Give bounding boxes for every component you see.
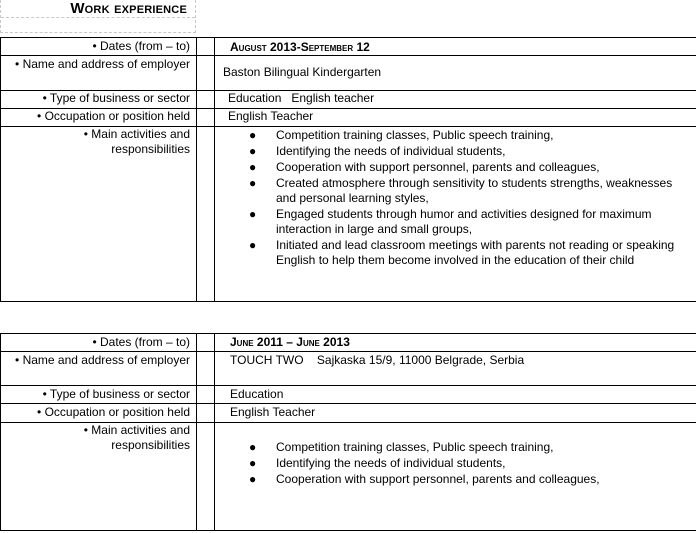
business-label: • Type of business or sector [42,91,190,105]
job-entry-1 [0,37,696,302]
bullet-icon: ● [249,128,257,142]
employer-label: • Name and address of employer [15,353,190,367]
title-divider [1,17,195,18]
employer-label: • Name and address of employer [15,57,190,71]
occupation-label: • Occupation or position held [37,109,190,123]
list-item: ● Engaged students through humor and activities designed for maximum interaction in large and small groups, [249,207,652,236]
occupation-label: • Occupation or position held [37,405,190,419]
bullet-icon: ● [249,176,257,190]
bullet-icon: ● [249,207,257,221]
business-type: Education [230,387,284,401]
dates-label: • Dates (from – to) [92,335,190,349]
list-item: ● Competition training classes, Public speech training, [249,128,554,142]
bullet-icon: ● [249,472,257,486]
bullet-icon: ● [249,144,257,158]
activities-list [249,128,689,269]
column-divider [214,334,215,530]
row-divider [1,385,696,386]
business-type: Education English teacher [228,91,375,105]
job-dates: June 2011 – June 2013 [230,335,350,349]
bullet-icon: ● [249,238,257,252]
job-dates: August 2013-September 12 [230,40,370,54]
section-title-box [0,0,196,33]
activities-label: • Main activities and responsibilities [83,127,190,156]
bullet-icon: ● [249,456,257,470]
list-item: ● Identifying the needs of individual students, [249,456,506,470]
activities-list [249,440,689,488]
job-entry-2 [0,333,696,531]
column-divider [196,334,197,530]
occupation-value: English Teacher [230,405,316,419]
row-divider [1,403,696,404]
list-item: ● Initiated and lead classroom meetings with parents not reading or speaking English to help them become involved in the education of their child [249,238,675,267]
dates-label: • Dates (from – to) [92,39,190,53]
list-item: ● Competition training classes, Public speech training, [249,440,554,454]
activities-label: • Main activities and responsibilities [83,423,190,452]
column-divider [214,38,215,301]
section-title: Work experience [70,0,187,17]
list-item: ● Created atmosphere through sensitivity to students strengths, weaknesses and personal learning styles, [249,176,673,205]
employer-name: TOUCH TWO Sajkaska 15/9, 11000 Belgrade, Serbia [230,353,525,367]
column-divider [196,38,197,301]
list-item: ● Cooperation with support personnel, parents and colleagues, [249,472,600,486]
employer-name: Baston Bilingual Kindergarten [223,65,382,79]
bullet-icon: ● [249,160,257,174]
row-divider [1,55,696,56]
occupation-value: English Teacher [228,109,314,123]
business-label: • Type of business or sector [42,387,190,401]
list-item: ● Cooperation with support personnel, parents and colleagues, [249,160,600,174]
row-divider [1,351,696,352]
list-item: ● Identifying the needs of individual students, [249,144,506,158]
bullet-icon: ● [249,440,257,454]
